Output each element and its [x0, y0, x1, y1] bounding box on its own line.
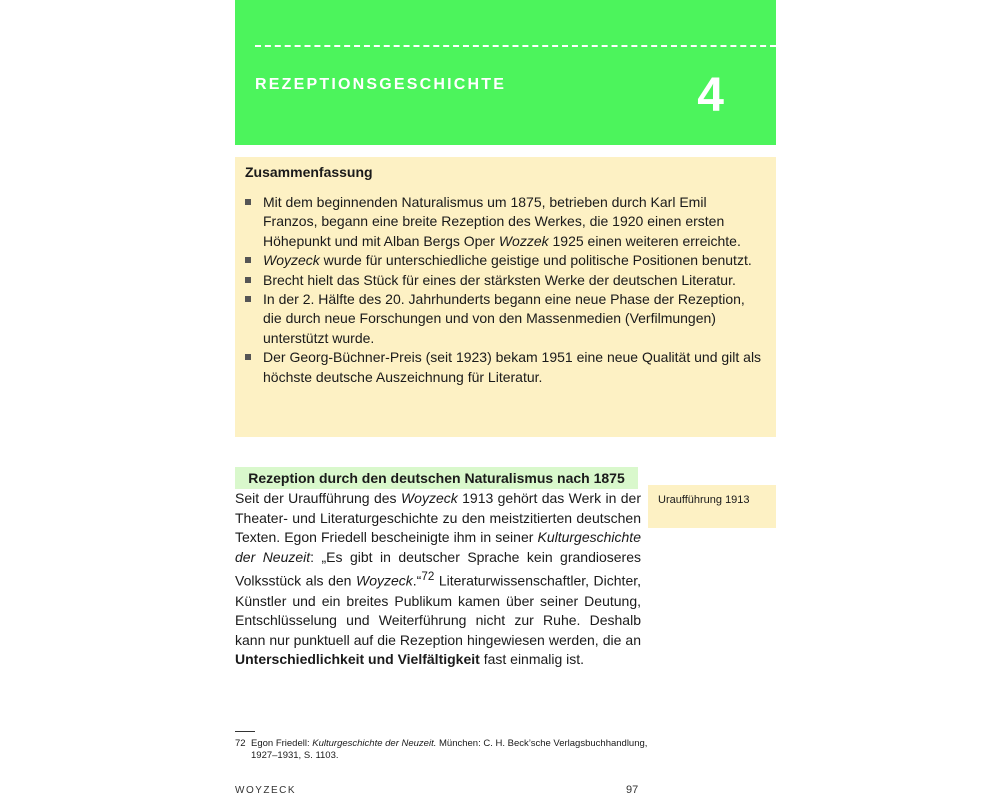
- footnote-rule: [235, 731, 255, 732]
- footnote-text: [251, 738, 655, 762]
- summary-item-text: Mit dem beginnenden Naturalismus um 1875, betrieben durch Karl Emil Franzos, begann eine breite Rezeption des Werkes, die 1920 einen ersten Höhepunkt und mit Alban Bergs Oper: [263, 194, 725, 249]
- summary-list: [245, 193, 762, 387]
- body-text-italic: Kulturgeschichte der Neuzeit: [235, 529, 641, 565]
- summary-item-italic: Woyzeck: [263, 252, 320, 269]
- summary-item: [245, 348, 762, 387]
- summary-item: [245, 251, 762, 270]
- summary-item-text: wurde für unterschiedliche geistige und politische Positionen benutzt.: [319, 252, 752, 269]
- header-dashed-rule: [255, 45, 776, 47]
- body-text-run: .“: [412, 573, 422, 590]
- summary-item-text: Der Georg-Büchner-Preis (seit 1923) bekam 1951 eine neue Qualität und gilt als höchste deutsche Auszeichnung für Literatur.: [263, 349, 762, 385]
- body-text-run: : „Es gibt in deutscher Sprache kein grandioseres Volksstück als den: [235, 548, 641, 590]
- summary-item-text: 1925 einen weiteren erreichte.: [548, 232, 741, 249]
- summary-item-italic: Wozzek: [498, 232, 549, 249]
- body-text-run: 1913 gehört das Werk in der Theater- und Literaturgeschichte zu den meistzitierten deutschen Texten. Egon Friedell bescheinigte ihm in seiner: [235, 490, 641, 546]
- summary-item-text: In der 2. Hälfte des 20. Jahrhunderts begann eine neue Phase der Rezeption, die durch neue Forschungen und von den Massenmedien (Verfilmungen) unterstützt wurde.: [263, 291, 745, 346]
- footnote-text-run: Egon Friedell:: [251, 738, 313, 749]
- body-text-italic: Woyzeck: [355, 573, 413, 590]
- body-text-run: fast einmalig ist.: [479, 651, 585, 668]
- chapter-title: REZEPTIONSGESCHICHTE: [255, 76, 507, 93]
- footnote-number: 72: [235, 738, 246, 749]
- summary-item: [245, 193, 762, 251]
- body-text-bold: Unterschiedlichkeit und Vielfältigkeit: [235, 651, 480, 668]
- margin-note: Uraufführung 1913: [648, 485, 776, 528]
- body-paragraph: [235, 489, 641, 670]
- section-heading: Rezeption durch den deutschen Naturalismus nach 1875: [235, 467, 638, 489]
- footnote-reference[interactable]: 72: [421, 570, 435, 584]
- footnote: [235, 738, 655, 762]
- body-text-run: Literaturwissenschaftler, Dichter, Künstler und ein breites Publikum kamen über seiner Deutung, Entschlüsselung und Weiterführung nicht zur Ruhe. Deshalb kann nur punktuell auf die Rezeption hingewiesen werden, die an: [235, 573, 642, 648]
- summary-item: [245, 290, 762, 348]
- body-text-run: Seit der Uraufführung des: [235, 490, 401, 506]
- summary-item: [245, 271, 762, 290]
- chapter-number: 4: [697, 69, 724, 122]
- summary-heading: Zusammenfassung: [245, 164, 373, 180]
- page-number: 97: [626, 784, 639, 796]
- running-footer-title: WOYZECK: [235, 785, 297, 796]
- summary-item-text: Brecht hielt das Stück für eines der stärksten Werke der deutschen Literatur.: [263, 271, 736, 288]
- body-text-italic: Woyzeck: [400, 490, 458, 506]
- footnote-text-italic: Kulturgeschichte der Neuzeit.: [312, 738, 437, 749]
- summary-box: [235, 157, 776, 437]
- chapter-header-band: [235, 0, 776, 145]
- footnote-text-run: München: C. H. Beck’sche Verlagsbuchhandlung, 1927–1931, S. 1103.: [251, 738, 648, 761]
